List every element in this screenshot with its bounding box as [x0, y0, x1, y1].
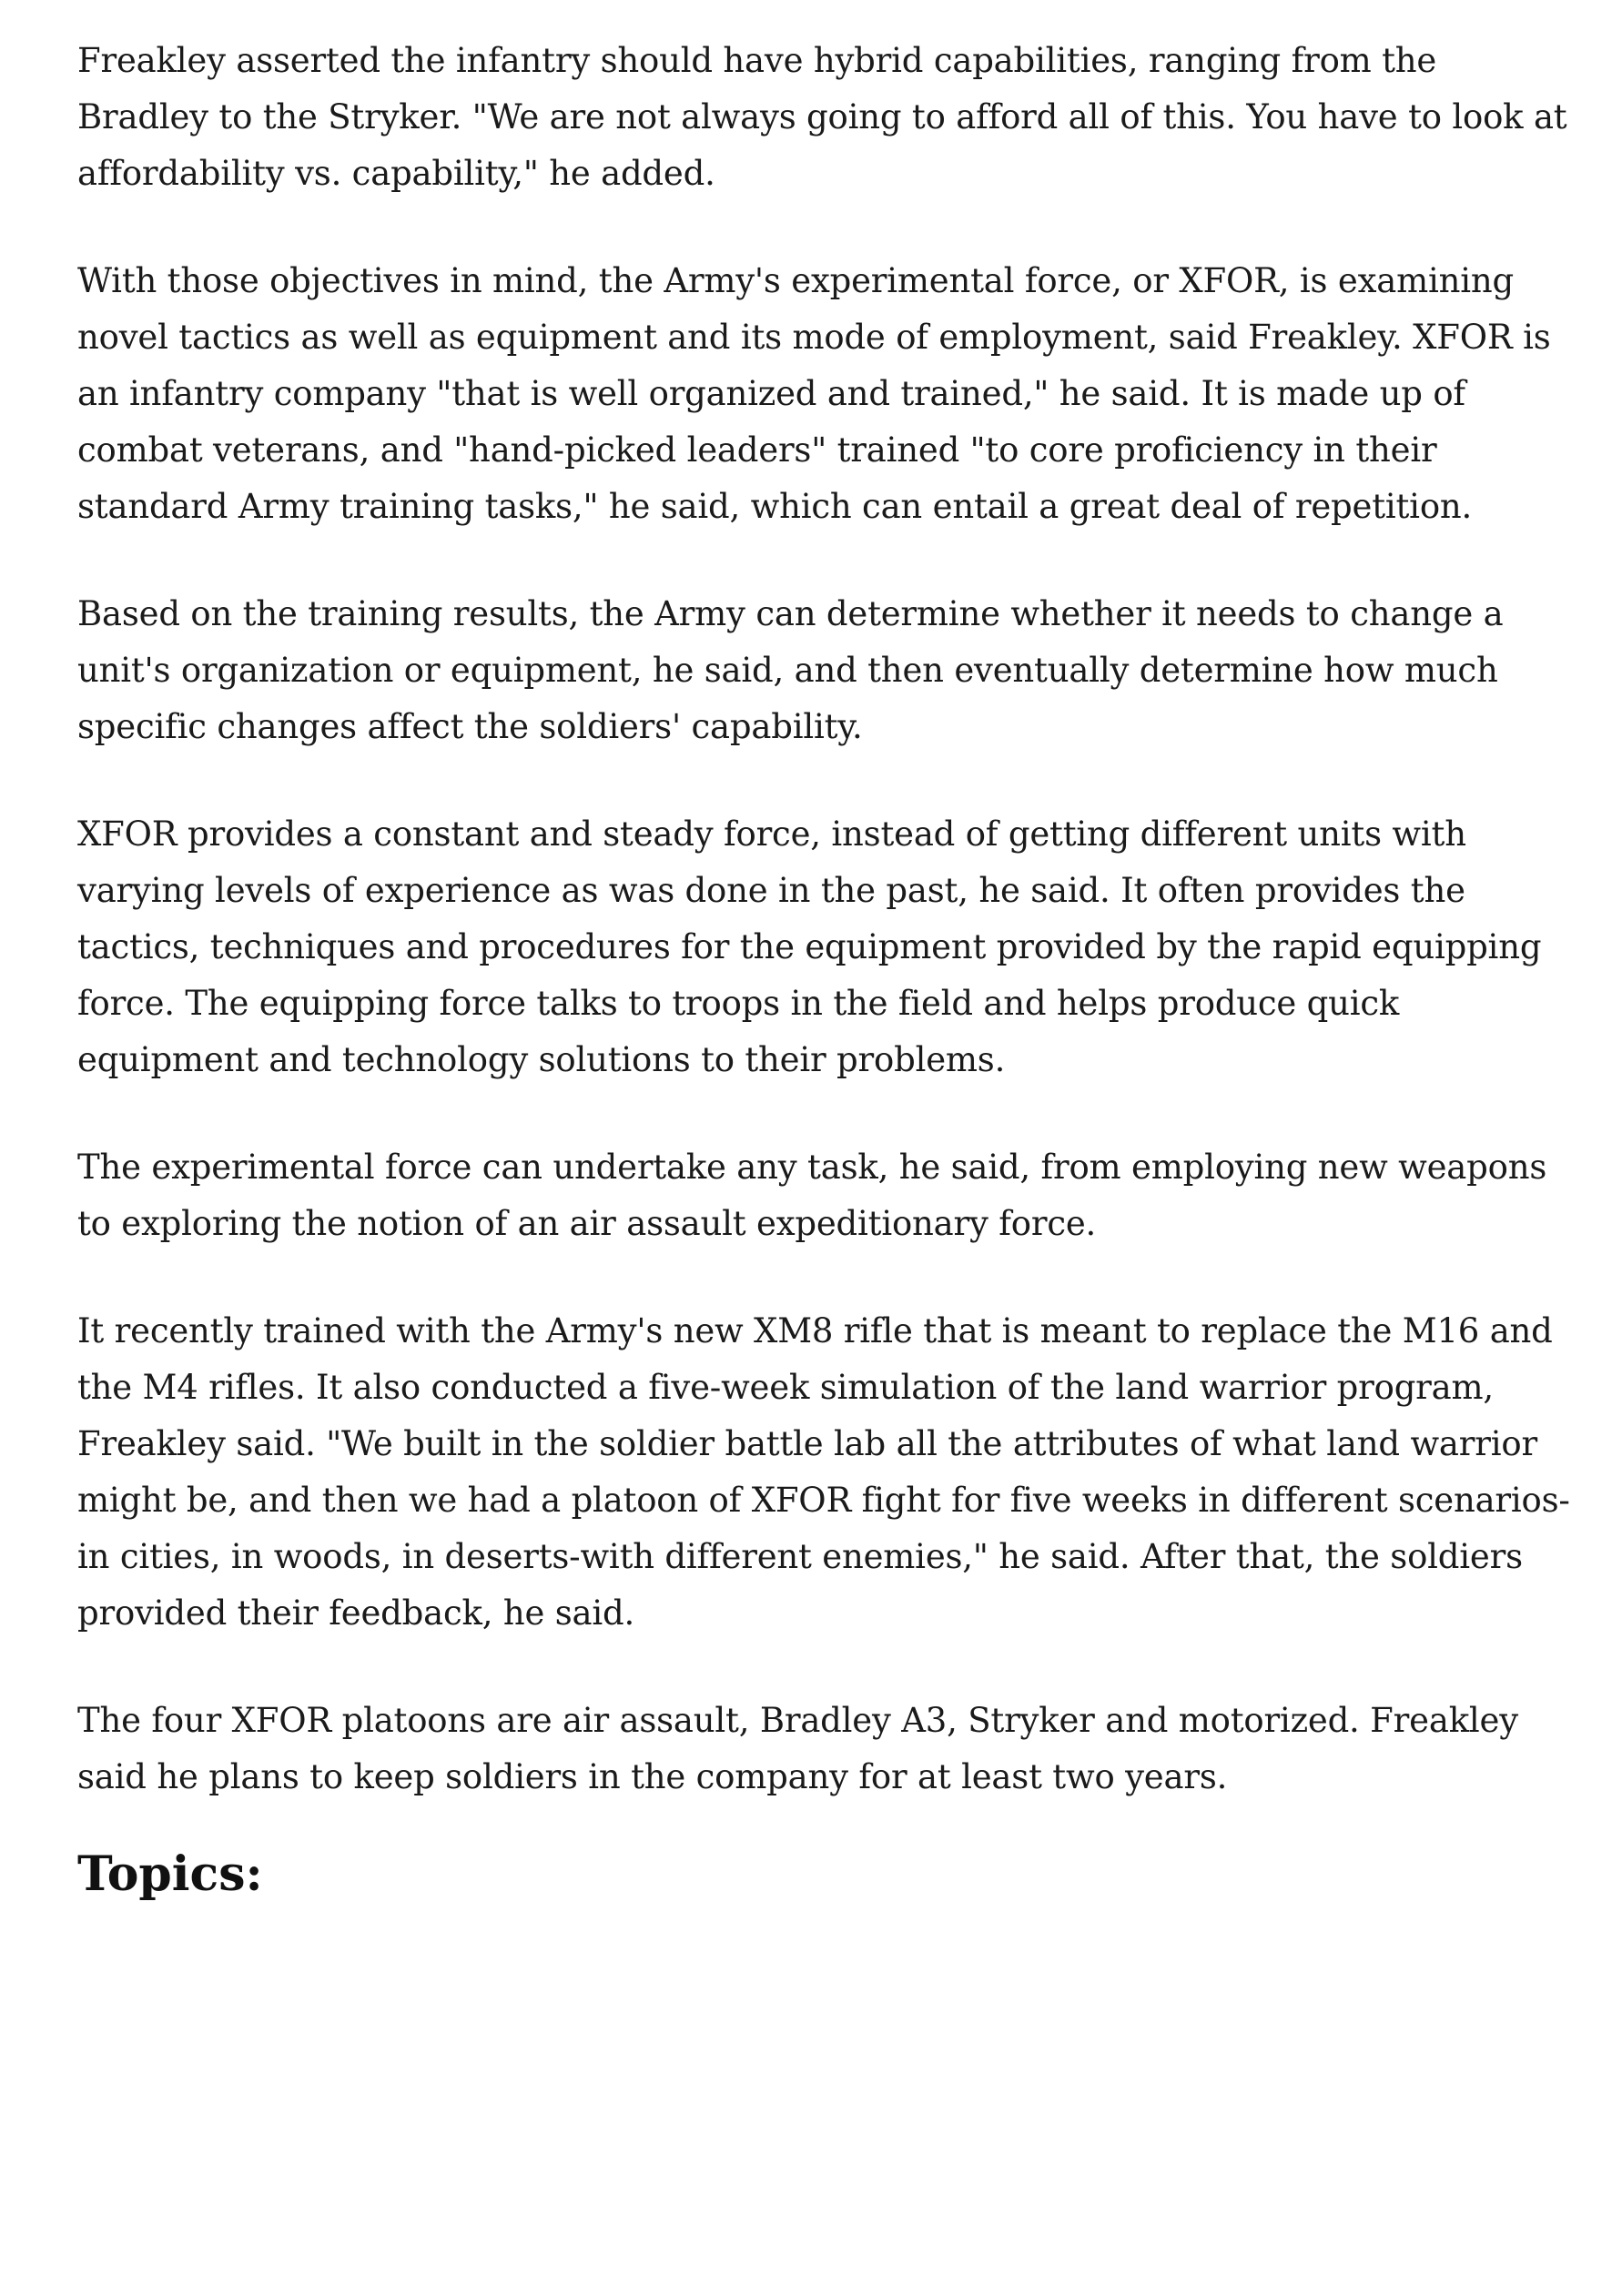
article-paragraph-5: The experimental force can undertake any task, he said, from employing new weapons to exploring the notion of an air assault expeditionary force.: [77, 1148, 1547, 1243]
article-paragraph-7: The four XFOR platoons are air assault, Bradley A3, Stryker and motorized. Freakley said he plans to keep soldiers in the company for at least two years.: [77, 1701, 1518, 1796]
topics-heading: Topics:: [77, 1846, 263, 1902]
article-paragraph-4: XFOR provides a constant and steady force, instead of getting different units with varying levels of experience as was done in the past, he said. It often provides the tactics, techniques and procedures for the equipment provided by the rapid equipping force. The equipping force talks to troops in the field and helps produce quick equipment and technology solutions to their problems.: [77, 814, 1542, 1079]
article-paragraph-2: With those objectives in mind, the Army's experimental force, or XFOR, is examining novel tactics as well as equipment and its mode of employment, said Freakley. XFOR is an infantry company "that is well organized and trained," he said. It is made up of combat veterans, and "hand-picked leaders" trained "to core proficiency in their standard Army training tasks," he said, which can entail a great deal of repetition.: [77, 261, 1551, 526]
article-paragraph-3: Based on the training results, the Army can determine whether it needs to change a unit's organization or equipment, he said, and then eventually determine how much specific changes affect the soldiers' capability.: [77, 594, 1504, 746]
article-paragraph-1: Freakley asserted the infantry should have hybrid capabilities, ranging from the Bradley to the Stryker. "We are not always going to afford all of this. You have to look at affordability vs. capability," he added.: [77, 41, 1567, 193]
article-paragraph-6: It recently trained with the Army's new XM8 rifle that is meant to replace the M16 and the M4 rifles. It also conducted a five-week simulation of the land warrior program, Freakley said. "We built in the soldier battle lab all the attributes of what land warrior might be, and then we had a platoon of XFOR fight for five weeks in different scenarios-in cities, in woods, in deserts-with different enemies," he said. After that, the soldiers provided their feedback, he said.: [77, 1311, 1570, 1633]
article-body: [77, 33, 1570, 1904]
